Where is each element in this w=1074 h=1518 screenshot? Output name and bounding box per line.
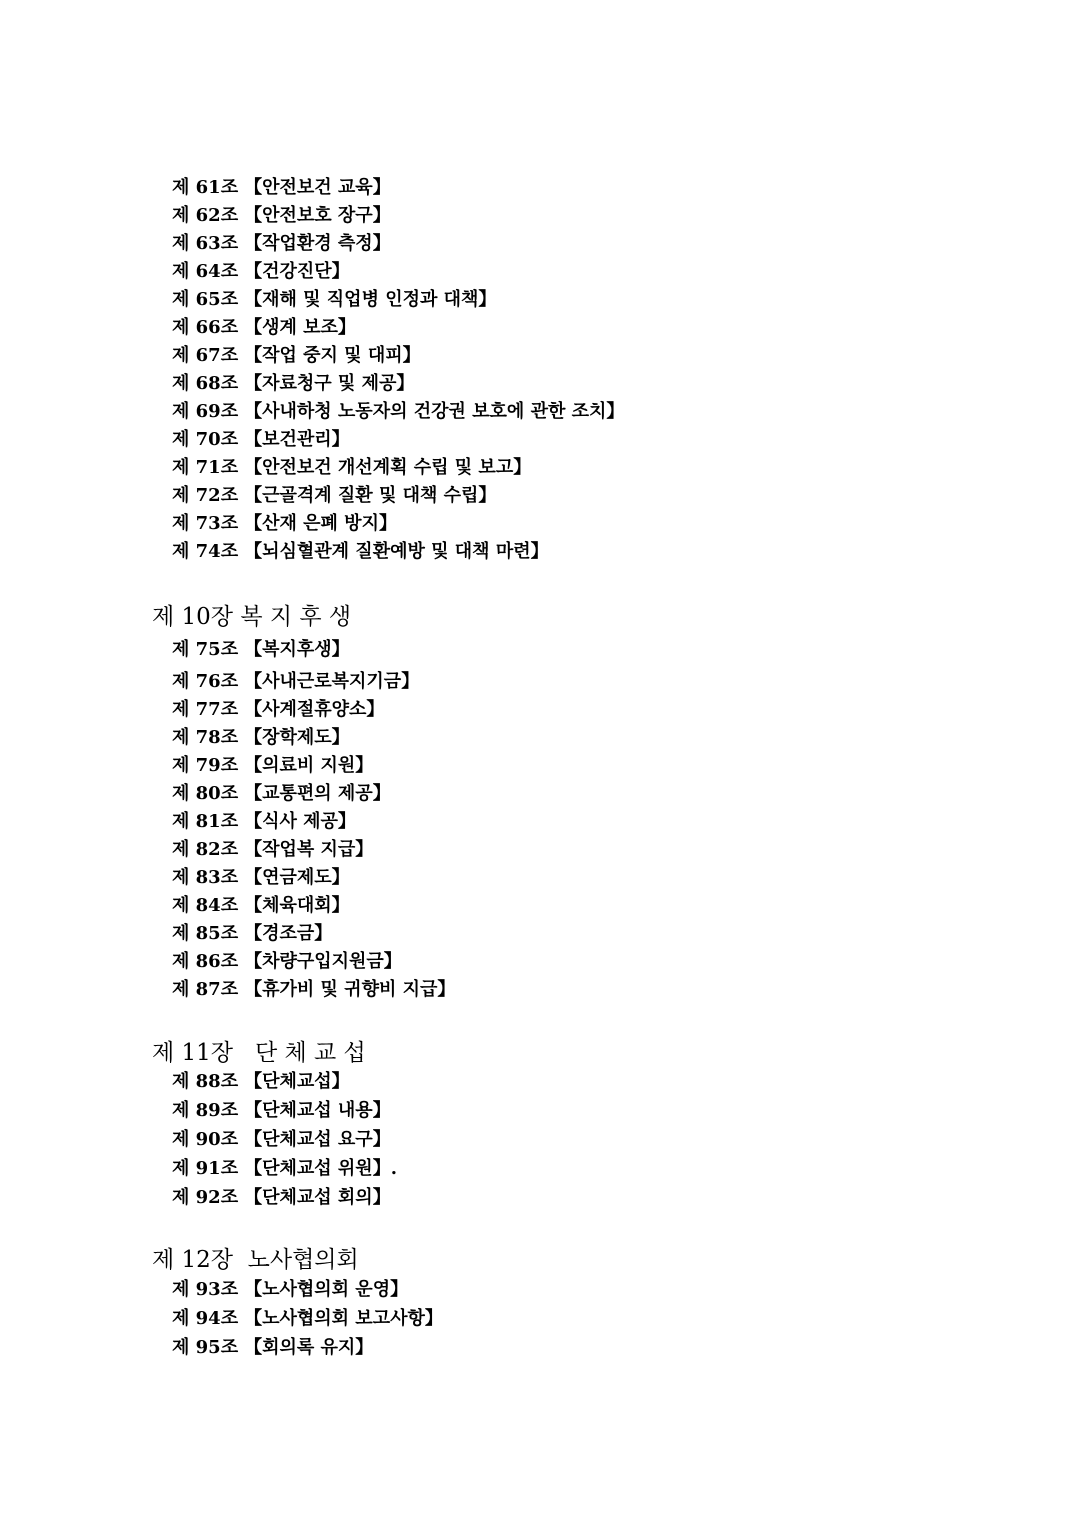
article-83 bbox=[172, 864, 350, 892]
article-66 bbox=[172, 314, 356, 342]
article-94 bbox=[172, 1305, 443, 1333]
article-title: 【휴가비 및 귀향비 지급】 bbox=[244, 979, 456, 1000]
article-74 bbox=[172, 538, 549, 566]
article-88 bbox=[172, 1068, 350, 1096]
article-number: 제 85조 bbox=[172, 923, 239, 944]
article-92 bbox=[172, 1184, 391, 1212]
chapter-heading: 제 11장 단 체 교 섭 bbox=[152, 1040, 366, 1066]
article-90 bbox=[172, 1126, 391, 1154]
article-61 bbox=[172, 174, 391, 202]
article-73 bbox=[172, 510, 397, 538]
article-number: 제 64조 bbox=[172, 261, 239, 282]
article-85 bbox=[172, 920, 332, 948]
article-69 bbox=[172, 398, 624, 426]
article-number: 제 76조 bbox=[172, 671, 239, 692]
article-75 bbox=[172, 636, 350, 664]
article-93 bbox=[172, 1276, 408, 1304]
article-number: 제 92조 bbox=[172, 1187, 239, 1208]
article-number: 제 78조 bbox=[172, 727, 239, 748]
article-title: 【의료비 지원】 bbox=[244, 755, 374, 776]
article-number: 제 77조 bbox=[172, 699, 239, 720]
article-title: 【안전보건 개선계획 수립 및 보고】 bbox=[244, 457, 532, 478]
article-title: 【단체교섭】 bbox=[244, 1071, 350, 1092]
article-80 bbox=[172, 780, 391, 808]
article-number: 제 73조 bbox=[172, 513, 239, 534]
article-title: 【근골격계 질환 및 대책 수립】 bbox=[244, 485, 497, 506]
article-title: 【단체교섭 위원】. bbox=[244, 1158, 397, 1179]
article-title: 【경조금】 bbox=[244, 923, 333, 944]
chapter-heading: 제 12장 노사협의회 bbox=[152, 1247, 359, 1273]
article-71 bbox=[172, 454, 531, 482]
article-number: 제 69조 bbox=[172, 401, 239, 422]
article-67 bbox=[172, 342, 421, 370]
article-title: 【생계 보조】 bbox=[244, 317, 356, 338]
article-86 bbox=[172, 948, 402, 976]
article-84 bbox=[172, 892, 350, 920]
article-title: 【작업환경 측정】 bbox=[244, 233, 391, 254]
article-78 bbox=[172, 724, 350, 752]
article-number: 제 62조 bbox=[172, 205, 239, 226]
article-number: 제 74조 bbox=[172, 541, 239, 562]
article-number: 제 72조 bbox=[172, 485, 239, 506]
article-title: 【보건관리】 bbox=[244, 429, 350, 450]
article-77 bbox=[172, 696, 384, 724]
article-number: 제 79조 bbox=[172, 755, 239, 776]
article-title: 【재해 및 직업병 인정과 대책】 bbox=[244, 289, 497, 310]
article-title: 【사내근로복지기금】 bbox=[244, 671, 420, 692]
article-76 bbox=[172, 668, 419, 696]
article-number: 제 90조 bbox=[172, 1129, 239, 1150]
article-number: 제 83조 bbox=[172, 867, 239, 888]
article-89 bbox=[172, 1097, 391, 1125]
article-number: 제 88조 bbox=[172, 1071, 239, 1092]
article-title: 【뇌심혈관계 질환예방 및 대책 마련】 bbox=[244, 541, 549, 562]
article-number: 제 91조 bbox=[172, 1158, 239, 1179]
article-title: 【사내하청 노동자의 건강권 보호에 관한 조치】 bbox=[244, 401, 625, 422]
article-79 bbox=[172, 752, 373, 780]
article-title: 【단체교섭 요구】 bbox=[244, 1129, 391, 1150]
article-title: 【자료청구 및 제공】 bbox=[244, 373, 415, 394]
article-number: 제 67조 bbox=[172, 345, 239, 366]
article-91 bbox=[172, 1155, 397, 1183]
article-number: 제 80조 bbox=[172, 783, 239, 804]
article-number: 제 71조 bbox=[172, 457, 239, 478]
article-title: 【단체교섭 회의】 bbox=[244, 1187, 391, 1208]
article-title: 【식사 제공】 bbox=[244, 811, 356, 832]
article-number: 제 94조 bbox=[172, 1308, 239, 1329]
article-title: 【노사협의회 보고사항】 bbox=[244, 1308, 443, 1329]
article-title: 【장학제도】 bbox=[244, 727, 350, 748]
article-64 bbox=[172, 258, 350, 286]
article-72 bbox=[172, 482, 496, 510]
article-number: 제 86조 bbox=[172, 951, 239, 972]
article-title: 【복지후생】 bbox=[244, 639, 350, 660]
article-title: 【교통편의 제공】 bbox=[244, 783, 391, 804]
article-title: 【안전보건 교육】 bbox=[244, 177, 391, 198]
article-title: 【건강진단】 bbox=[244, 261, 350, 282]
article-title: 【연금제도】 bbox=[244, 867, 350, 888]
article-62 bbox=[172, 202, 391, 230]
article-title: 【산재 은폐 방지】 bbox=[244, 513, 397, 534]
article-title: 【차량구입지원금】 bbox=[244, 951, 402, 972]
article-title: 【작업복 지급】 bbox=[244, 839, 374, 860]
article-number: 제 75조 bbox=[172, 639, 239, 660]
article-81 bbox=[172, 808, 356, 836]
article-number: 제 70조 bbox=[172, 429, 239, 450]
article-70 bbox=[172, 426, 350, 454]
article-82 bbox=[172, 836, 373, 864]
article-number: 제 63조 bbox=[172, 233, 239, 254]
article-title: 【사계절휴양소】 bbox=[244, 699, 385, 720]
article-number: 제 81조 bbox=[172, 811, 239, 832]
article-number: 제 93조 bbox=[172, 1279, 239, 1300]
article-65 bbox=[172, 286, 496, 314]
article-95 bbox=[172, 1334, 373, 1362]
article-title: 【노사협의회 운영】 bbox=[244, 1279, 409, 1300]
article-number: 제 82조 bbox=[172, 839, 239, 860]
chapter-heading: 제 10장 복 지 후 생 bbox=[152, 604, 352, 630]
article-63 bbox=[172, 230, 391, 258]
article-title: 【회의록 유지】 bbox=[244, 1337, 374, 1358]
article-title: 【작업 중지 및 대피】 bbox=[244, 345, 421, 366]
article-title: 【단체교섭 내용】 bbox=[244, 1100, 391, 1121]
article-title: 【안전보호 장구】 bbox=[244, 205, 391, 226]
article-number: 제 61조 bbox=[172, 177, 239, 198]
article-number: 제 68조 bbox=[172, 373, 239, 394]
article-number: 제 95조 bbox=[172, 1337, 239, 1358]
article-number: 제 89조 bbox=[172, 1100, 239, 1121]
article-number: 제 87조 bbox=[172, 979, 239, 1000]
article-87 bbox=[172, 976, 455, 1004]
article-number: 제 66조 bbox=[172, 317, 239, 338]
article-title: 【체육대회】 bbox=[244, 895, 350, 916]
article-68 bbox=[172, 370, 414, 398]
article-number: 제 65조 bbox=[172, 289, 239, 310]
article-number: 제 84조 bbox=[172, 895, 239, 916]
